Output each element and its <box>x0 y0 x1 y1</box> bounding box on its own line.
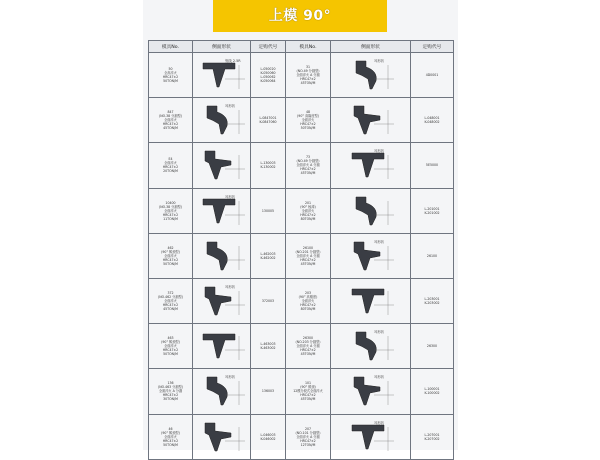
model-spec-cell <box>286 143 331 188</box>
punch-profile-shape <box>205 151 231 179</box>
profile-cell <box>193 369 251 414</box>
spec-line: HRC47±2 <box>162 257 179 262</box>
punch-profile-shape <box>205 287 231 315</box>
spec-line: 207 <box>304 426 312 431</box>
spec-line: 48 <box>305 110 311 115</box>
model-no <box>149 143 193 188</box>
spec-line: (NO.38 分割型) <box>159 204 182 209</box>
die-profile-drawing <box>195 417 249 457</box>
spec-line: HRC47±2 <box>162 393 179 398</box>
drawing-note: 耳形状 <box>373 239 384 244</box>
order-code-cell <box>411 98 454 143</box>
model-no <box>149 369 193 414</box>
die-profile-drawing <box>195 281 249 321</box>
die-profile-drawing <box>195 55 249 95</box>
profile-cell <box>331 188 411 233</box>
model-spec-cell <box>286 278 331 323</box>
table-row <box>149 278 454 323</box>
spec-line: (NO.463 分割型) <box>158 385 183 390</box>
profile-cell <box>193 324 251 369</box>
spec-line: 50TON/M <box>163 442 178 447</box>
order-code: L-0847001 <box>259 116 277 121</box>
profile-cell <box>193 414 251 459</box>
table-row <box>149 53 454 98</box>
order-code-cell <box>411 188 454 233</box>
header-profile-2: 侧面形状 <box>331 41 411 53</box>
order-code: K-050064 <box>260 79 276 84</box>
spec-line: (90° 鹤颈型) <box>161 430 180 435</box>
spec-line: (NO.49 分割型) <box>296 159 320 164</box>
punch-profile-shape <box>354 377 380 405</box>
order-code-cell <box>411 53 454 98</box>
spec-line: 全面淬火 A 分割 <box>296 163 320 168</box>
model-number: 462 <box>167 245 174 250</box>
header-model-no: 模具No. <box>149 41 193 53</box>
spec-line: 全面淬火 A 分割 <box>158 389 183 394</box>
spec-line: HRC47±2 <box>300 212 316 217</box>
die-profile-drawing <box>334 145 408 185</box>
spec-line: HRC47±2 <box>162 122 179 127</box>
spec-line: (NO.201 分割型) <box>295 249 321 254</box>
model-spec-cell <box>286 188 331 233</box>
profile-cell <box>331 369 411 414</box>
die-profile-drawing <box>334 281 408 321</box>
spec-line: HRC47±2 <box>162 438 179 443</box>
spec-line: 80TON/M <box>300 307 316 312</box>
model-number: 372 <box>167 291 174 296</box>
drawing-note: 耳形状 <box>224 194 235 199</box>
spec-line: 全面淬火 <box>164 344 177 349</box>
die-profile-drawing <box>195 371 249 411</box>
model-no <box>149 233 193 278</box>
order-code: L-463003 <box>260 342 276 347</box>
spec-line: (90° 鹤颈型) <box>161 249 180 254</box>
spec-line: 全面淬火 <box>164 434 177 439</box>
spec-line: 45TON/M <box>300 352 316 357</box>
model-number: 463 <box>167 336 174 341</box>
spec-line: 全面淬火 <box>164 118 177 123</box>
order-code: 4D0001 <box>425 73 439 78</box>
spec-line: (NO.101 分割型) <box>295 430 321 435</box>
spec-line: 全高淬火 <box>164 71 177 76</box>
page-title: 上模 90° <box>268 8 332 24</box>
profile-cell <box>193 278 251 323</box>
spec-line: (NO.38 分割型) <box>159 114 182 119</box>
punch-profile-shape <box>203 63 235 87</box>
spec-line: HRC47±2 <box>300 393 316 398</box>
spec-line: 全面淬火 <box>301 208 315 213</box>
punch-profile-shape <box>207 106 227 134</box>
drawing-note: 耳形状 <box>373 59 384 64</box>
order-code-cell <box>411 369 454 414</box>
profile-cell <box>331 324 411 369</box>
die-catalog-table <box>148 40 454 460</box>
spec-line: 45TON/M <box>300 171 316 176</box>
die-profile-drawing <box>195 236 249 276</box>
order-code-cell <box>251 53 286 98</box>
spec-line: HRC47±2 <box>162 303 179 308</box>
model-spec-cell <box>286 53 331 98</box>
punch-profile-shape <box>354 242 380 270</box>
punch-profile-shape <box>354 106 380 134</box>
model-no <box>149 278 193 323</box>
order-code-cell <box>251 278 286 323</box>
spec-line: HRC47±2 <box>300 77 316 82</box>
profile-cell <box>331 278 411 323</box>
spec-line: 31 <box>305 65 311 70</box>
die-profile-drawing <box>195 100 249 140</box>
punch-profile-shape <box>356 197 376 225</box>
model-number: 136 <box>167 381 174 386</box>
spec-line: 11TON/M <box>163 216 178 221</box>
order-code: L-050020 <box>260 67 276 72</box>
spec-line: 26100 <box>302 245 314 250</box>
model-number: 46 <box>168 426 173 431</box>
order-code: L-046003 <box>260 432 276 437</box>
spec-line: (NO.49 分割型) <box>296 69 320 74</box>
order-code: K-203002 <box>424 301 440 306</box>
drawing-note: 耳形状 <box>373 149 384 154</box>
table-row <box>149 324 454 369</box>
order-code-cell <box>251 98 286 143</box>
header-order-code: 定购代号 <box>251 41 286 53</box>
drawing-note: 耳形状 <box>224 104 235 109</box>
spec-line: HRC47±2 <box>300 122 316 127</box>
profile-cell <box>193 53 251 98</box>
model-no <box>149 188 193 233</box>
punch-profile-shape <box>207 242 227 270</box>
order-code: L-462003 <box>260 251 276 256</box>
profile-cell <box>193 233 251 278</box>
order-code: K-201002 <box>424 210 440 215</box>
order-code-cell <box>411 233 454 278</box>
order-code: K-048002 <box>424 120 440 125</box>
spec-line: 12模分段式全面淬火 <box>293 389 323 394</box>
drawing-note: 耳形状 <box>373 330 384 335</box>
order-code: K-130002 <box>260 165 276 170</box>
spec-line: HRC47±2 <box>300 348 316 353</box>
punch-profile-shape <box>352 153 384 177</box>
order-code: L-050062 <box>260 75 276 80</box>
order-code: K-463002 <box>260 346 276 351</box>
model-number: 847 <box>167 110 174 115</box>
order-code: L-201001 <box>424 206 440 211</box>
spec-line: HRC47±2 <box>162 75 179 80</box>
spec-line: HRC47±2 <box>162 212 179 217</box>
order-code: 130005 <box>261 208 275 213</box>
spec-line: 全面淬火 <box>164 208 177 213</box>
spec-line: 26300 <box>302 336 314 341</box>
order-code-cell <box>411 324 454 369</box>
spec-line: HRC47±2 <box>300 167 316 172</box>
order-code-cell <box>411 414 454 459</box>
spec-line: 45TON/M <box>163 126 178 131</box>
order-code: 26300 <box>426 344 438 349</box>
order-code: L-207001 <box>424 432 440 437</box>
spec-line: 80TON/M <box>300 216 316 221</box>
drawing-note: 刻线 2.5R <box>224 59 241 64</box>
order-code-cell <box>251 188 286 233</box>
spec-line: (90° 極薄) <box>300 204 316 209</box>
spec-line: (90° 高刚度) <box>298 295 318 300</box>
spec-line: HRC47±2 <box>300 257 316 262</box>
drawing-note: 耳形状 <box>373 375 384 380</box>
order-code: 372003 <box>261 299 275 304</box>
spec-line: 全面淬火 A 分割 <box>296 253 320 258</box>
spec-line: 全面淬火 <box>301 118 315 123</box>
spec-line: 全面淬火 <box>164 253 177 258</box>
model-spec-cell <box>286 324 331 369</box>
spec-line: 45TON/M <box>300 261 316 266</box>
punch-profile-shape <box>203 334 235 358</box>
spec-line: 73 <box>305 155 311 160</box>
table-row <box>149 414 454 459</box>
punch-profile-shape <box>352 289 384 313</box>
spec-line: HRC47±2 <box>162 165 179 170</box>
spec-line: 50TON/M <box>163 352 178 357</box>
die-profile-drawing <box>195 145 249 185</box>
spec-line: 201 <box>304 200 312 205</box>
punch-profile-shape <box>203 199 235 223</box>
spec-line: 全面淬火 A 分割 <box>296 73 320 78</box>
spec-line: HRC47±2 <box>300 438 316 443</box>
order-code-cell <box>251 369 286 414</box>
model-number: 50 <box>168 67 173 72</box>
punch-profile-shape <box>356 332 376 360</box>
order-code: L-130003 <box>260 161 276 166</box>
table-row <box>149 188 454 233</box>
spec-line: 全面淬火 <box>301 299 315 304</box>
drawing-note: 耳形状 <box>373 420 384 425</box>
table-row <box>149 98 454 143</box>
spec-line: 101 <box>304 381 312 386</box>
spec-line: HRC47±2 <box>162 348 179 353</box>
order-code-cell <box>411 278 454 323</box>
header-profile: 侧面形状 <box>193 41 251 53</box>
die-profile-drawing <box>334 191 408 231</box>
spec-line: (90° 鹤颈型) <box>161 340 180 345</box>
die-profile-drawing <box>334 236 408 276</box>
spec-line: (NO.203 分割型) <box>295 340 321 345</box>
model-no <box>149 324 193 369</box>
spec-line: 45TON/M <box>300 397 316 402</box>
drawing-note: 耳形状 <box>224 375 235 380</box>
punch-profile-shape <box>352 425 384 449</box>
profile-cell <box>331 98 411 143</box>
profile-cell <box>331 143 411 188</box>
table-row <box>149 369 454 414</box>
model-no <box>149 53 193 98</box>
order-code: K-050060 <box>260 71 276 76</box>
order-code: K-0847060 <box>259 120 277 125</box>
model-spec-cell <box>286 414 331 459</box>
die-profile-drawing <box>195 326 249 366</box>
profile-cell <box>193 188 251 233</box>
spec-line: 45TON/M <box>300 81 316 86</box>
order-code: K-046002 <box>260 436 276 441</box>
spec-line: 全面淬火 <box>164 299 177 304</box>
order-code: 26100 <box>426 253 438 258</box>
spec-line: 全面淬火 <box>164 161 177 166</box>
spec-line: 50TON/M <box>163 79 178 84</box>
order-code: K-462002 <box>260 255 276 260</box>
order-code-cell <box>251 143 286 188</box>
model-no <box>149 414 193 459</box>
header-order-code-2: 定购代号 <box>411 41 454 53</box>
profile-cell <box>331 233 411 278</box>
spec-line: 12TON/M <box>300 442 316 447</box>
spec-line: (NO.462 分割型) <box>158 295 183 300</box>
spec-line: (90° 鹤颈) <box>300 385 316 390</box>
punch-profile-shape <box>207 377 227 405</box>
model-spec-cell <box>286 233 331 278</box>
order-code: 5E5000 <box>425 163 439 168</box>
table-header-row <box>149 41 454 53</box>
punch-profile-shape <box>356 61 376 89</box>
model-no <box>149 98 193 143</box>
profile-cell <box>331 414 411 459</box>
spec-line: 203 <box>304 291 312 296</box>
table-row <box>149 233 454 278</box>
order-code-cell <box>411 143 454 188</box>
model-number: 10400 <box>165 200 176 205</box>
spec-line: 全面淬火 A 分割 <box>296 434 320 439</box>
order-code: L-100001 <box>424 387 440 392</box>
header-model-no-2: 模具No. <box>286 41 331 53</box>
die-profile-drawing <box>334 326 408 366</box>
die-profile-drawing <box>334 55 408 95</box>
order-code: L-048001 <box>424 116 440 121</box>
order-code: K-207002 <box>424 436 440 441</box>
order-code: 136003 <box>261 389 275 394</box>
spec-line: 50TON/M <box>163 261 178 266</box>
table-row <box>149 143 454 188</box>
punch-profile-shape <box>205 423 231 451</box>
order-code-cell <box>251 233 286 278</box>
title-banner <box>213 0 387 32</box>
model-number: E4 <box>168 157 173 162</box>
spec-line: HRC47±2 <box>300 303 316 308</box>
order-code: L-203001 <box>424 297 440 302</box>
die-profile-drawing <box>334 417 408 457</box>
profile-cell <box>193 98 251 143</box>
spec-line: (90° 高隆度型) <box>297 114 319 119</box>
spec-line: 45TON/M <box>163 307 178 312</box>
profile-cell <box>331 53 411 98</box>
order-code-cell <box>251 324 286 369</box>
spec-line: 30TON/M <box>163 397 178 402</box>
model-spec-cell <box>286 369 331 414</box>
spec-line: 全面淬火 A 分割 <box>296 344 320 349</box>
model-spec-cell <box>286 98 331 143</box>
die-profile-drawing <box>334 100 408 140</box>
spec-line: 20TON/M <box>163 169 178 174</box>
drawing-note: 耳形状 <box>224 285 235 290</box>
die-profile-drawing <box>334 371 408 411</box>
spec-line: 50TON/M <box>300 126 316 131</box>
order-code: K-100002 <box>424 391 440 396</box>
order-code-cell <box>251 414 286 459</box>
die-profile-drawing <box>195 191 249 231</box>
profile-cell <box>193 143 251 188</box>
